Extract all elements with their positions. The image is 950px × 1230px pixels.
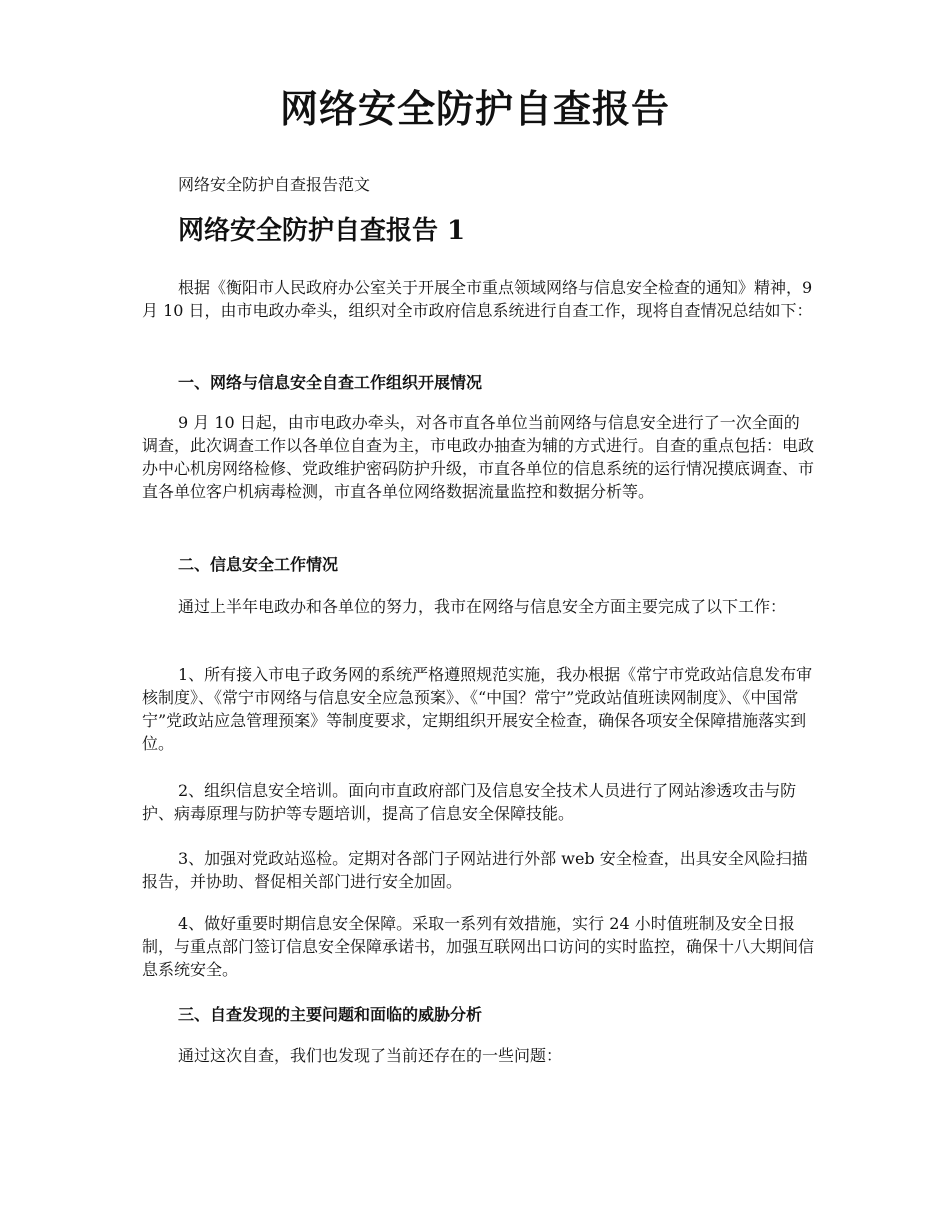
document-title: 网络安全防护自查报告	[279, 86, 670, 131]
list-item-3: 3、加强对党政站巡检。定期对各部门子网站进行外部 web 安全检查，出具安全风险扫描报告，并协助、督促相关部门进行安全加固。	[142, 849, 808, 891]
heading-1: 一、网络与信息安全自查工作组织开展情况	[178, 373, 483, 392]
paragraph-2: 通过上半年电政办和各单位的努力，我市在网络与信息安全方面主要完成了以下工作：	[178, 597, 787, 616]
list-item-4: 4、做好重要时期信息安全保障。采取一系列有效措施，实行 24 小时值班制及安全日报制，与重点部门签订信息安全保障承诺书，加强互联网出口访问的实时监控，确保十八大期间信息系统安全。	[142, 914, 815, 979]
heading-2: 二、信息安全工作情况	[178, 555, 339, 574]
document-subtitle: 网络安全防护自查报告范文	[178, 175, 371, 194]
section-title: 网络安全防护自查报告 1	[178, 216, 466, 246]
paragraph-1: 9 月 10 日起，由市电政办牵头，对各市直各单位当前网络与信息安全进行了一次全面的调查，此次调查工作以各单位自查为主，市电政办抽查为辅的方式进行。自查的重点包括：电政办中心机房网络检修、党政维护密码防护升级，市直各单位的信息系统的运行情况摸底调查、市直各单位客户机病毒检测，市直各单位网络数据流量监控和数据分析等。	[142, 413, 815, 501]
paragraph-3: 通过这次自查，我们也发现了当前还存在的一些问题：	[178, 1046, 563, 1065]
list-item-1: 1、所有接入市电子政务网的系统严格遵照规范实施，我办根据《常宁市党政站信息发布审核制度》、《常宁市网络与信息安全应急预案》、《“中国？常宁”党政站值班读网制度》、《中国常宁”党政站应急管理预案》等制度要求，定期组织开展安全检查，确保各项安全保障措施落实到位。	[142, 665, 813, 753]
heading-3: 三、自查发现的主要问题和面临的威胁分析	[178, 1005, 483, 1024]
intro-paragraph: 根据《衡阳市人民政府办公室关于开展全市重点领域网络与信息安全检查的通知》精神，9 月 10 日，由市电政办牵头，组织对全市政府信息系统进行自查工作，现将自查情况总结如下：	[142, 278, 813, 320]
list-item-2: 2、组织信息安全培训。面向市直政府部门及信息安全技术人员进行了网站渗透攻击与防护、病毒原理与防护等专题培训，提高了信息安全保障技能。	[142, 781, 797, 823]
